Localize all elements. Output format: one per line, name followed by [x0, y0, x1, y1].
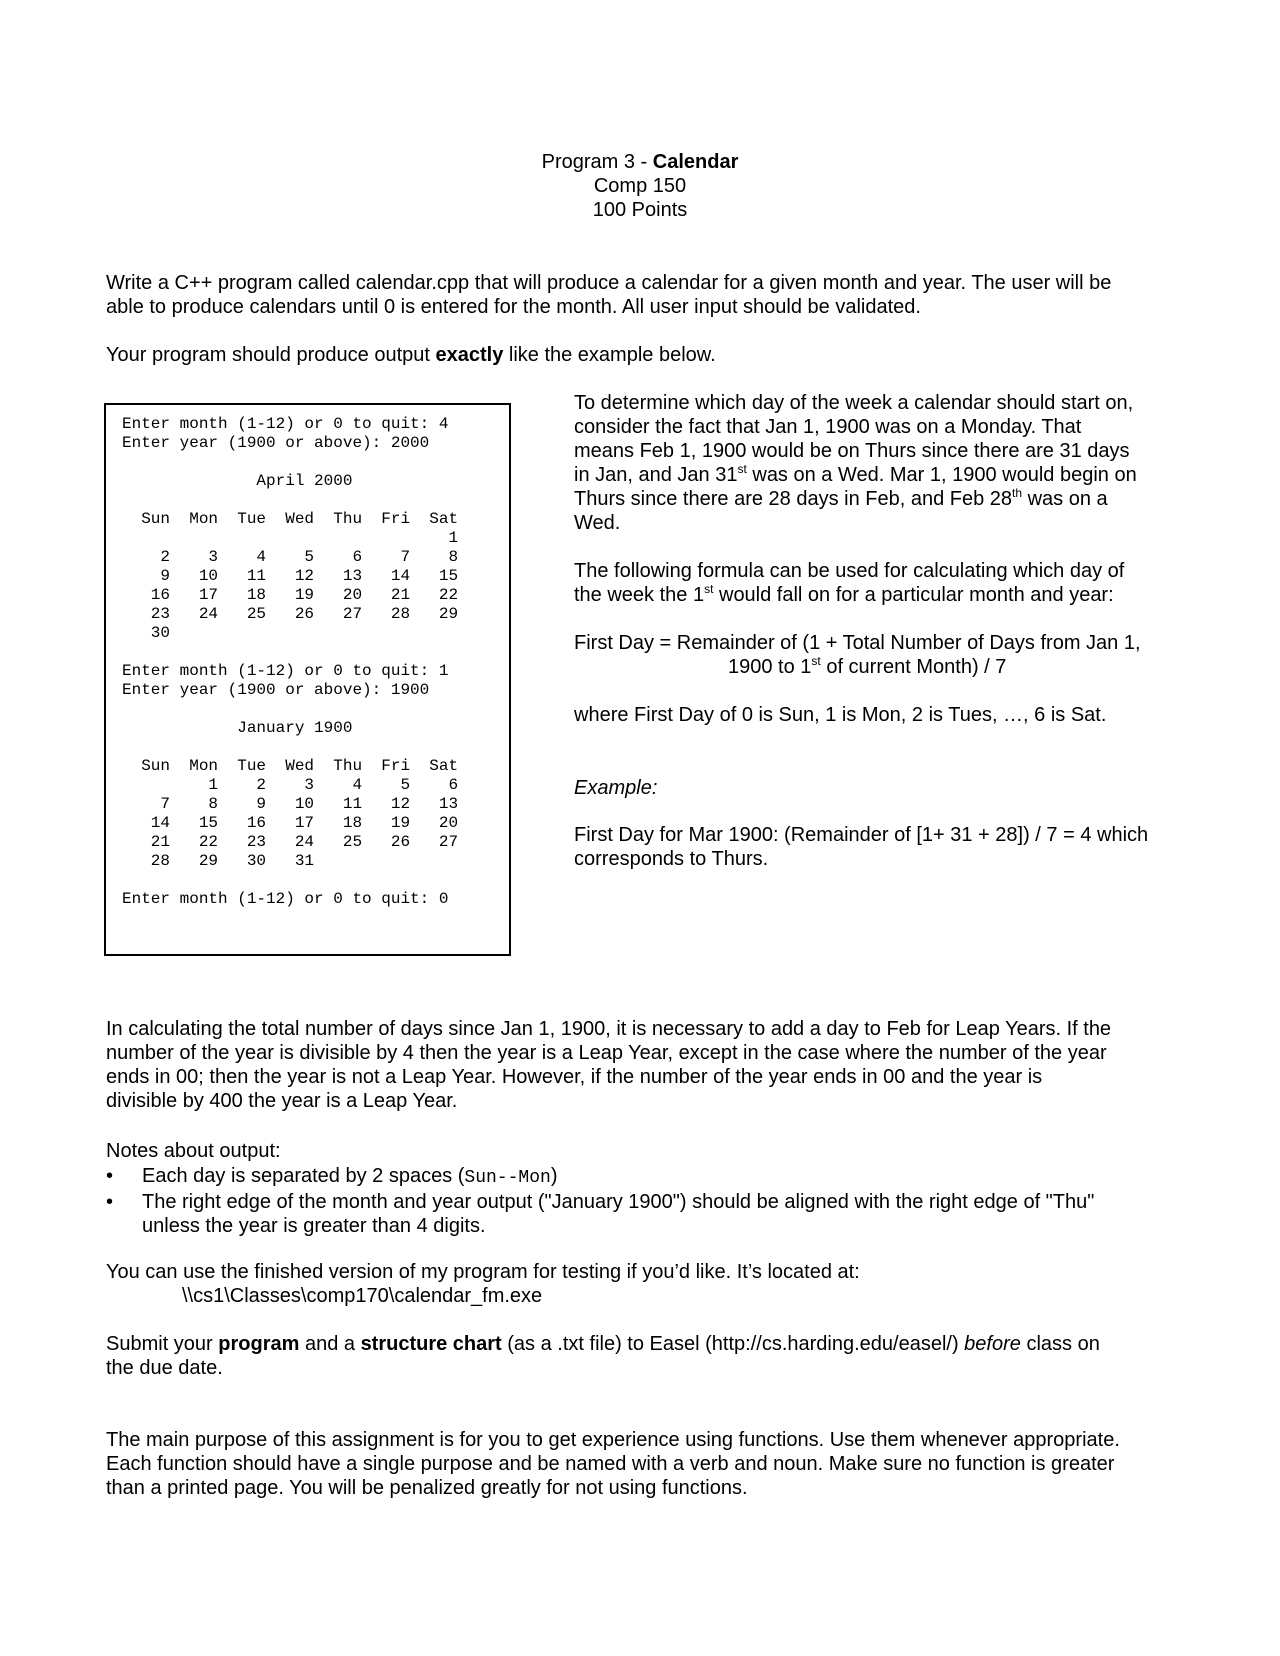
program-path: \\cs1\Classes\comp170\calendar_fm.exe [182, 1285, 543, 1307]
formula-line-2b: of current Month) / 7 [820, 656, 1007, 678]
title [0, 150, 1280, 174]
example-text [574, 823, 1184, 871]
day-mapping-text: where First Day of 0 is Sun, 1 is Mon, 2 is Tues, …, 6 is Sat. [574, 704, 1107, 726]
note-2-text [142, 1190, 1094, 1238]
purpose-line-1: The main purpose of this assignment is for you to get experience using functions. Use them whenever appropriate. [106, 1429, 1120, 1451]
purpose-line-3: than a printed page. You will be penalized greatly for not using functions. [106, 1477, 748, 1499]
formula [574, 631, 1184, 679]
note-1-prefix: Each day is separated by 2 spaces ( [142, 1165, 465, 1187]
formula-line-1: First Day = Remainder of (1 + Total Number of Days from Jan 1, [574, 632, 1141, 654]
document-header [0, 150, 1280, 222]
formula-line-2 [574, 655, 1184, 679]
sample-output-text: Enter month (1-12) or 0 to quit: 4 Enter year (1900 or above): 2000 April 2000 Sun Mon Tue Wed Thu Fri Sat 1 2 3 4 5 6 7 8 9 10 11 12 13 14 15 16 17 18 19 20 21 22 23 24 25 26 27 28 29 30 Enter month (1-12) or 0 to quit: 1 Enter year (1900 or above): 1900 January 1900 Sun Mon Tue Wed Thu Fri Sat 1 2 3 4 5 6 7 8 9 10 11 12 13 14 15 16 17 18 19 20 21 22 23 24 25 26 27 28 29 30 31 Enter month (1-12) or 0 to quit: 0 [122, 415, 459, 908]
explanation-line-5a: Thurs since there are 28 days in Feb, and Feb 28 [574, 488, 1013, 510]
submit-structure-chart-bold: structure chart [360, 1333, 502, 1355]
example-label [574, 776, 1184, 800]
list-item [106, 1190, 1196, 1238]
testing-line-1: You can use the finished version of my program for testing if you’d like. It’s located at: [106, 1261, 860, 1283]
notes-list [106, 1164, 1196, 1238]
example-line-1: First Day for Mar 1900: (Remainder of [1+ 31 + 28]) / 7 = 4 which [574, 824, 1149, 846]
purpose-line-2: Each function should have a single purpose and be named with a verb and noun. Make sure no function is greater [106, 1453, 1115, 1475]
notes-heading [106, 1139, 1216, 1163]
explanation-line-5b: was on a [1022, 488, 1108, 510]
ordinal-suffix: th [1012, 486, 1023, 500]
leap-line-1: In calculating the total number of days since Jan 1, 1900, it is necessary to add a day to Feb for Leap Years. If the [106, 1018, 1112, 1040]
intro-line-2: able to produce calendars until 0 is entered for the month. All user input should be validated. [106, 296, 921, 318]
submit-line-2: the due date. [106, 1357, 223, 1379]
explanation-line-4b: was on a Wed. Mar 1, 1900 would begin on [746, 464, 1137, 486]
start-day-explanation [574, 391, 1184, 535]
points-value: 100 Points [592, 199, 688, 221]
leap-year-paragraph [106, 1017, 1216, 1113]
submit-text-c: and a [299, 1333, 361, 1355]
leap-line-3: ends in 00; then the year is not a Leap Year. However, if the number of the year ends in 00 and the year is [106, 1066, 1043, 1088]
example-line-2: corresponds to Thurs. [574, 848, 769, 870]
submit-text-g: class on [1020, 1333, 1100, 1355]
formula-intro-line-2b: would fall on for a particular month and year: [713, 584, 1114, 606]
title-prefix: Program 3 - [541, 151, 653, 173]
leap-line-4: divisible by 400 the year is a Leap Year. [106, 1090, 458, 1112]
intro-line-1: Write a C++ program called calendar.cpp that will produce a calendar for a given month and year. The user will be [106, 272, 1112, 294]
formula-intro [574, 559, 1184, 607]
note-1-code: Sun--Mon [464, 1168, 551, 1188]
explanation-line-4 [574, 463, 1184, 487]
title-bold: Calendar [652, 151, 739, 173]
output-text-bold: exactly [435, 344, 504, 366]
ordinal-suffix: st [737, 462, 747, 476]
leap-line-2: number of the year is divisible by 4 then the year is a Leap Year, except in the case where the number of the year [106, 1042, 1107, 1064]
testing-paragraph [106, 1260, 1216, 1308]
notes-heading-text: Notes about output: [106, 1140, 281, 1162]
output-instruction [106, 343, 1216, 367]
submit-line-1 [106, 1332, 1216, 1356]
explanation-line-4a: in Jan, and Jan 31 [574, 464, 738, 486]
ordinal-suffix: st [811, 654, 821, 668]
formula-intro-line-2a: the week the 1 [574, 584, 705, 606]
ordinal-suffix: st [704, 582, 714, 596]
note-2-line-2: unless the year is greater than 4 digits. [142, 1215, 486, 1237]
bullet-icon: • [106, 1165, 114, 1187]
submit-paragraph [106, 1332, 1216, 1380]
explanation-line-5 [574, 487, 1184, 511]
submit-text-e: (as a .txt file) to Easel (http://cs.harding.edu/easel/) [501, 1333, 965, 1355]
output-text-before: Your program should produce output [106, 344, 436, 366]
day-mapping [574, 703, 1184, 727]
note-2-line-1: The right edge of the month and year output ("January 1900") should be aligned with the right edge of "Thu" [142, 1191, 1095, 1213]
explanation-line-6: Wed. [574, 512, 621, 534]
formula-intro-line-1: The following formula can be used for calculating which day of [574, 560, 1125, 582]
formula-intro-line-2 [574, 583, 1184, 607]
note-1-text [142, 1164, 558, 1190]
sample-output-box [104, 403, 511, 956]
formula-line-2a: 1900 to 1 [728, 656, 812, 678]
submit-text-a: Submit your [106, 1333, 219, 1355]
explanation-line-3: means Feb 1, 1900 would be on Thurs since there are 31 days [574, 440, 1130, 462]
example-label-text: Example: [574, 777, 658, 799]
course-name: Comp 150 [593, 175, 687, 197]
bullet-icon: • [106, 1191, 114, 1213]
submit-program-bold: program [218, 1333, 300, 1355]
note-1-suffix: ) [550, 1165, 558, 1187]
explanation-line-2: consider the fact that Jan 1, 1900 was on a Monday. That [574, 416, 1082, 438]
purpose-paragraph [106, 1428, 1236, 1500]
intro-paragraph [106, 271, 1216, 319]
output-text-after: like the example below. [503, 344, 716, 366]
list-item [106, 1164, 1196, 1190]
submit-before-italic: before [964, 1333, 1021, 1355]
explanation-line-1: To determine which day of the week a calendar should start on, [574, 392, 1134, 414]
